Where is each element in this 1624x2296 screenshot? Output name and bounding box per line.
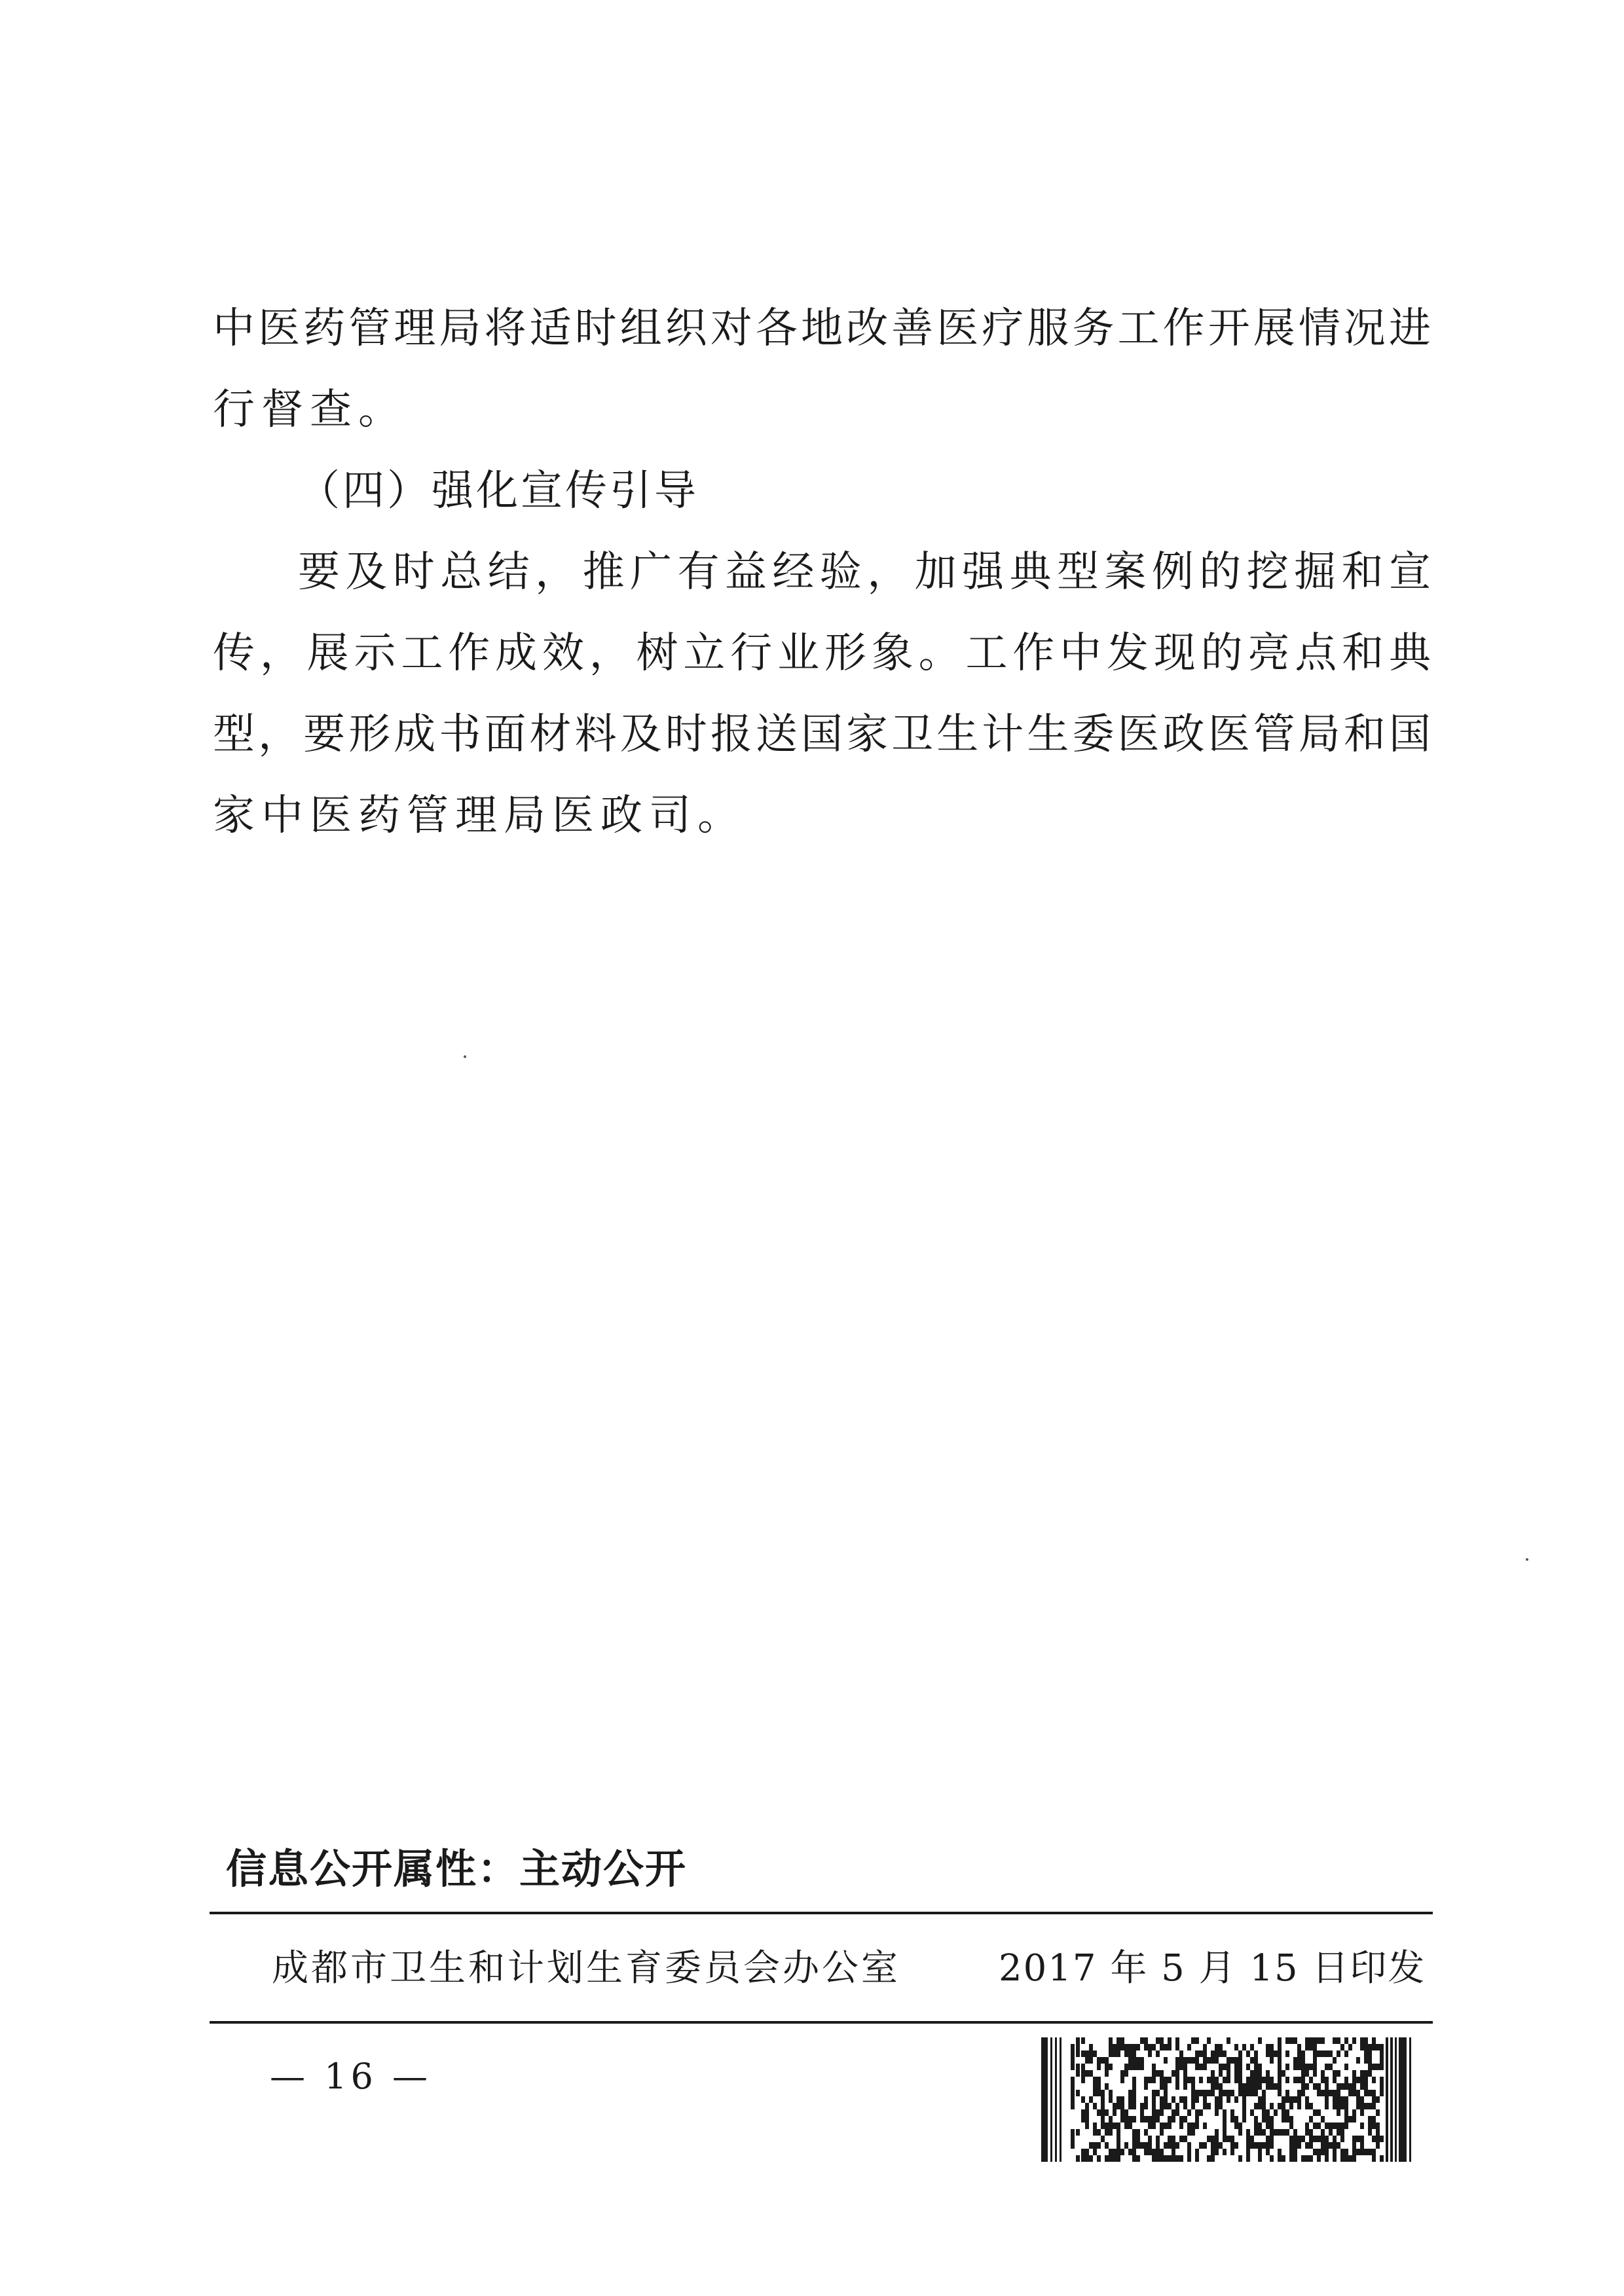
paragraph-line-4: 家中医药管理局医政司。 [213,792,746,840]
body-text [213,288,1431,856]
body-line-2: 行督查。 [213,386,407,434]
section-heading: （四）强化宣传引导 [298,467,699,515]
paragraph-line-1: 要及时总结，推广有益经验，加强典型案例的挖掘和宣 [298,548,1431,596]
paragraph-line-3: 型，要形成书面材料及时报送国家卫生计生委医政医管局和国 [213,710,1431,759]
scan-speck [1526,1558,1528,1561]
body-line-1: 中医药管理局将适时组织对各地改善医疗服务工作开展情况进 [213,304,1431,353]
footer-rule-top [210,1912,1433,1914]
footer-rule-bottom [210,2021,1433,2024]
issuer-name: 成都市卫生和计划生育委员会办公室 [272,1947,900,1990]
disclosure-attribute: 信息公开属性：主动公开 [226,1845,688,1893]
2d-barcode-icon [1041,2037,1421,2162]
page-number: — 16 — [270,2056,432,2097]
scan-speck [464,1055,466,1058]
paragraph-line-2: 传，展示工作成效，树立行业形象。工作中发现的亮点和典 [213,629,1431,678]
issue-date: 2017 年 5 月 15 日印发 [999,1947,1426,1990]
